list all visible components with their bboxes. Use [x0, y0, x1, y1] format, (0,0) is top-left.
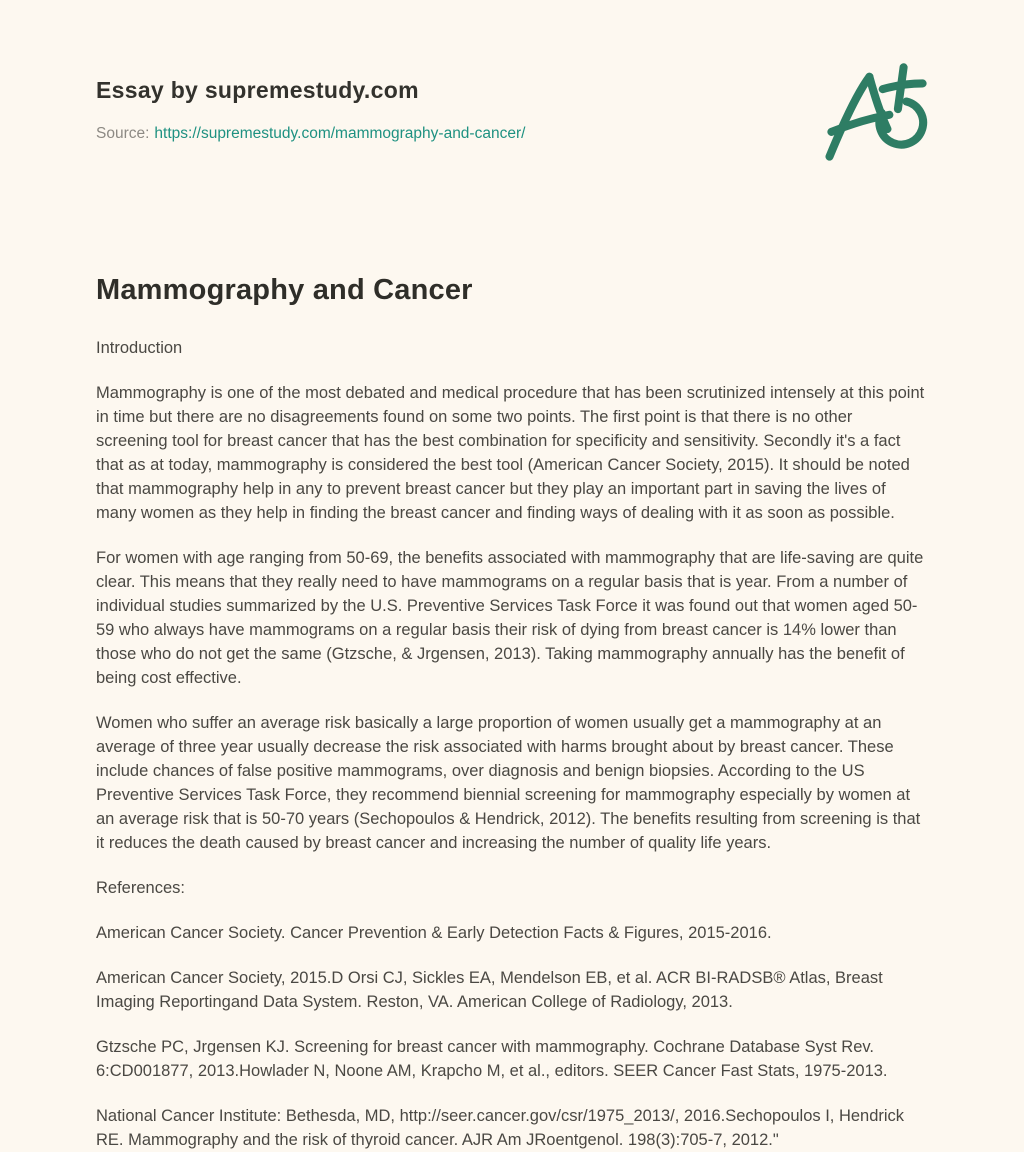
a-plus-logo-icon — [820, 54, 934, 168]
reference-item-4: National Cancer Institute: Bethesda, MD, http://seer.cancer.gov/csr/1975_2013/, 2016.Sechopoulos I, Hendrick RE. Mammography and the risk of thyroid cancer. AJR Am JRoentgenol. 198(3):705-7, 2012." — [96, 1107, 905, 1149]
reference-item-2: American Cancer Society, 2015.D Orsi CJ, Sickles EA, Mendelson EB, et al. ACR BI-RADSB® Atlas, Breast Imaging Reportingand Data System. Reston, VA. American College of Radiology, 2013. — [96, 969, 883, 1011]
a-plus-logo-strokes — [830, 67, 924, 156]
source-line — [96, 125, 525, 143]
reference-item-1: American Cancer Society. Cancer Prevention & Early Detection Facts & Figures, 2015-2016. — [96, 924, 772, 942]
essay-title: Mammography and Cancer — [96, 274, 473, 306]
header-title: Essay by supremestudy.com — [96, 77, 419, 103]
introduction-label: Introduction — [96, 339, 183, 357]
references-heading: References: — [96, 879, 185, 897]
source-label: Source: — [96, 125, 150, 142]
paragraph-3: Women who suffer an average risk basically a large proportion of women usually get a mammography at an average of three year usually decrease the risk associated with harms brought about by breast cancer. These include chances of false positive mammograms, over diagnosis and benign biopsies. According to the US Preventive Services Task Force, they recommend biennial screening for mammography especially by women at an average risk that is 50-70 years (Sechopoulos & Hendrick, 2012). The benefits resulting from screening is that it reduces the death caused by breast cancer and increasing the number of quality life years. — [96, 714, 921, 852]
source-link[interactable]: https://supremestudy.com/mammography-and-cancer/ — [154, 125, 526, 142]
paragraph-2: For women with age ranging from 50-69, the benefits associated with mammography that are life-saving are quite clear. This means that they really need to have mammograms on a regular basis that is year. From a number of individual studies summarized by the U.S. Preventive Services Task Force it was found out that women aged 50-59 who always have mammograms on a regular basis their risk of dying from breast cancer is 14% lower than those who do not get the same (Gtzsche, & Jrgensen, 2013). Taking mammography annually has the benefit of being cost effective. — [96, 549, 924, 687]
header-text-block — [96, 64, 525, 143]
paragraph-1: Mammography is one of the most debated and medical procedure that has been scrutinized intensely at this point in time but there are no disagreements found on some two points. The first point is that there is no other screening tool for breast cancer that has the best combination for specificity and sensitivity. Secondly it's a fact that as at today, mammography is considered the best tool (American Cancer Society, 2015). It should be noted that mammography help in any to prevent breast cancer but they play an important part in saving the lives of many women as they help in finding the breast cancer and finding ways of dealing with it as soon as possible. — [96, 384, 925, 522]
essay-content — [96, 274, 928, 1152]
page-header — [96, 64, 928, 168]
reference-item-3: Gtzsche PC, Jrgensen KJ. Screening for breast cancer with mammography. Cochrane Database Syst Rev. 6:CD001877, 2013.Howlader N, Noone AM, Krapcho M, et al., editors. SEER Cancer Fast Stats, 1975-2013. — [96, 1038, 888, 1080]
